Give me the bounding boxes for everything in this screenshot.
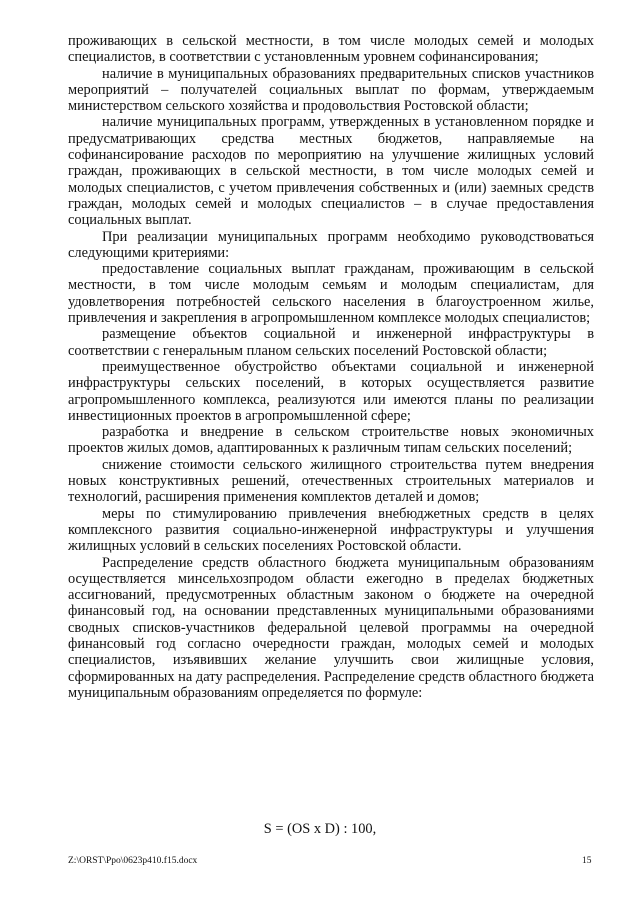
document-body <box>68 33 594 701</box>
paragraph-criterion-social-payments: предоставление социальных выплат гражданам, проживающим в сельской местности, в том числе молодым семьям и молодым специалистам, для удовлетворения потребностей сельского населения в благоустроенном жилье, привлечения и закрепления в агропромышленном комплексе молодых специалистов; <box>68 261 594 327</box>
footer-file-path: Z:\ORST\Ppo\0623p410.f15.docx <box>68 856 198 866</box>
paragraph-criterion-cost-reduction: снижение стоимости сельского жилищного строительства путем внедрения новых конструктивных решений, отечественных строительных материалов и технологий, расширения применения комплектов деталей и домов; <box>68 456 594 506</box>
paragraph-criterion-extrabudgetary: меры по стимулированию привлечения внебюджетных средств в целях комплексного развития социально-инженерной инфраструктуры и улучшения жилищных условий в сельских поселениях Ростовской области. <box>68 505 594 555</box>
paragraph-criterion-placement: размещение объектов социальной и инженерной инфраструктуры в соответствии с генеральным планом сельских поселений Ростовской области; <box>68 326 594 359</box>
paragraph-criterion-infrastructure: преимущественное обустройство объектами социальной и инженерной инфраструктуры сельских поселений, в которых осуществляется развитие агропромышленного комплекса, реализуются или имеются планы по реализации инвестиционных проектов в агропромышленной сфере; <box>68 358 594 424</box>
paragraph-criterion-programs: наличие муниципальных программ, утвержденных в установленном порядке и предусматривающих средства местных бюджетов, направляемые на софинансирование расходов по мероприятию на улучшение жилищных условий граждан, проживающих в сельской местности, в том числе молодых семей и молодых специалистов, с учетом привлечения собственных и (или) заемных средств граждан, молодых семей и молодых специалистов – в случае предоставления социальных выплат. <box>68 114 594 229</box>
paragraph-criterion-lists: наличие в муниципальных образованиях предварительных списков участников мероприятий – получателей социальных выплат по формам, утверждаемым министерством сельского хозяйства и продовольствия Ростовской области; <box>68 65 594 115</box>
paragraph-continuation: проживающих в сельской местности, в том числе молодых семей и молодых специалистов, в соответствии с установленным уровнем софинансирования; <box>68 33 594 66</box>
distribution-formula: S = (OS x D) : 100, <box>263 821 377 837</box>
paragraph-funds-distribution: Распределение средств областного бюджета муниципальным образованиям осуществляется минсельхозпродом области ежегодно в пределах бюджетных ассигнований, предусмотренных областным законом о бюджете на очередной финансовый год, на основании представленных муниципальными образованиями сводных списков-участников федеральной целевой программы на очередной финансовый год согласно очередности граждан, молодых семей и молодых специалистов, изъявивших желание улучшить свои жилищные условия, сформированных на дату распределения. Распределение средств областного бюджета муниципальным образованиям определяется по формуле: <box>68 554 594 701</box>
paragraph-criterion-house-projects: разработка и внедрение в сельском строительстве новых экономичных проектов жилых домов, адаптированных к различным типам сельских поселений; <box>68 424 594 457</box>
page-number: 15 <box>582 856 592 866</box>
paragraph-criteria-intro: При реализации муниципальных программ необходимо руководствоваться следующими критериями: <box>68 228 594 261</box>
